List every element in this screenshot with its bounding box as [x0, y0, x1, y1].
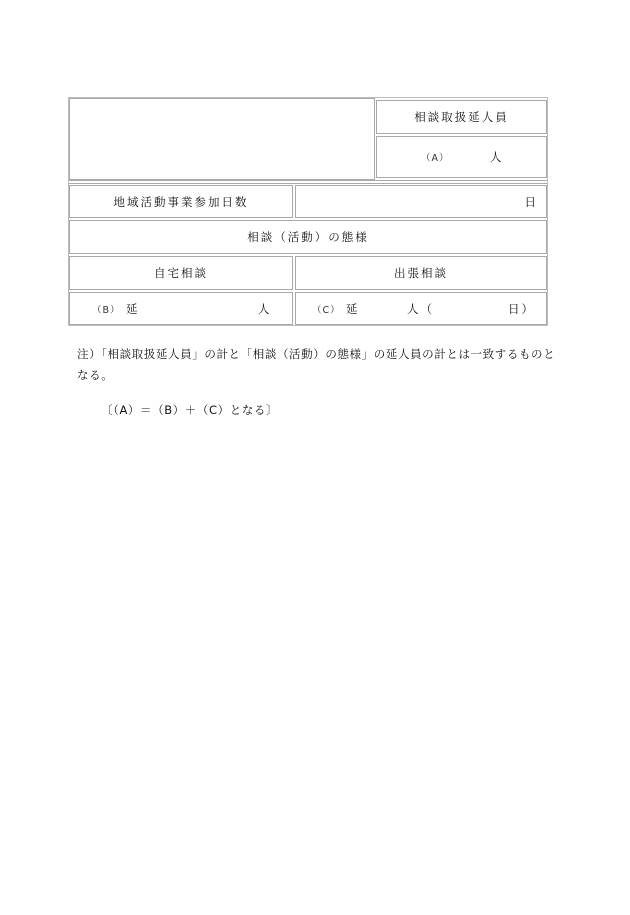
mode-header-cell: [69, 220, 547, 254]
c-prefix: 延: [346, 301, 360, 316]
blank-cell: [69, 98, 375, 180]
participation-value-cell: [295, 185, 547, 218]
b-marker: （B）: [92, 304, 121, 316]
a-value-cell: [376, 136, 547, 178]
formula-text: 〔（A）＝（B）＋（C）となる〕: [101, 403, 279, 417]
b-value-cell: [69, 292, 293, 325]
c-marker: （C）: [312, 304, 341, 316]
home-consultation-cell: [69, 256, 293, 290]
visit-label: 出張相談: [394, 266, 448, 280]
a-unit: 人: [490, 150, 504, 164]
c-day-unit: 日）: [508, 301, 535, 316]
header-label: 相談取扱延人員: [414, 110, 509, 124]
participation-label-cell: [69, 185, 293, 218]
mode-label: 相談（活動）の態様: [247, 230, 369, 244]
b-unit: 人: [258, 301, 272, 316]
participation-unit: 日: [524, 194, 538, 209]
b-prefix: 延: [126, 301, 140, 316]
consultation-table: [68, 97, 548, 326]
c-value-cell: [295, 292, 547, 325]
participation-label: 地域活動事業参加日数: [113, 194, 249, 209]
table-note: 注）「相談取扱延人員」の計と「相談（活動）の態様」の延人員の計とは一致するものとなる。: [77, 347, 556, 382]
a-marker: （A）: [421, 153, 450, 164]
header-consultation-count: [376, 100, 547, 134]
home-label: 自宅相談: [154, 266, 208, 280]
separator-line: [69, 180, 547, 184]
visit-consultation-cell: [295, 256, 547, 290]
c-unit: 人（: [407, 301, 434, 316]
